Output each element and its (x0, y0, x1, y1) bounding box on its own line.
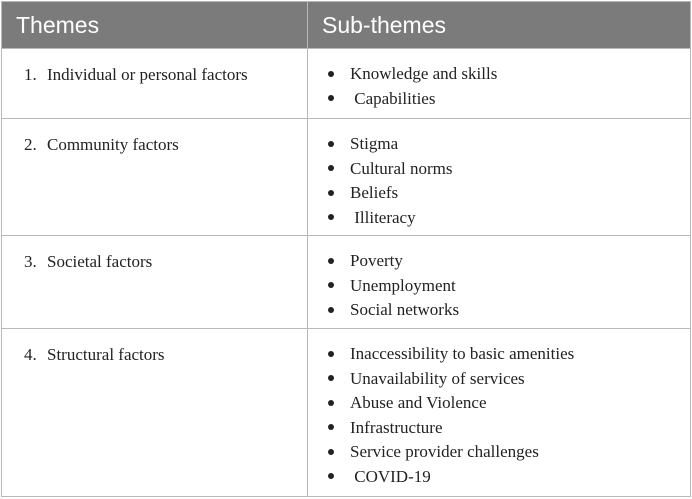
bullet-icon (328, 375, 334, 381)
subtheme-label: Infrastructure (350, 417, 443, 437)
theme-number: 1. (24, 65, 37, 84)
theme-label: Community factors (47, 135, 179, 154)
header-themes: Themes (2, 2, 308, 48)
theme-label: Individual or personal factors (47, 65, 248, 84)
subtheme-list (328, 65, 690, 114)
subtheme-label: Service provider challenges (350, 442, 539, 462)
bullet-icon (328, 214, 334, 220)
bullet-icon (328, 424, 334, 430)
subtheme-label: Knowledge and skills (350, 64, 498, 83)
bullet-icon (328, 473, 334, 479)
bullet-icon (328, 71, 334, 77)
theme-label: Structural factors (47, 345, 165, 364)
list-item (328, 345, 690, 370)
list-item (328, 135, 690, 160)
subtheme-label: Cultural norms (350, 158, 453, 178)
list-item (328, 160, 690, 185)
bullet-icon (328, 282, 334, 288)
bullet-icon (328, 190, 334, 196)
themes-table (1, 1, 691, 497)
bullet-icon (328, 165, 334, 171)
list-item (328, 277, 690, 302)
bullet-icon (328, 449, 334, 455)
list-item (328, 90, 690, 115)
subtheme-label: Beliefs (350, 183, 399, 203)
table-row (2, 118, 690, 235)
subtheme-list (328, 345, 690, 493)
table-row (2, 235, 690, 328)
subthemes-cell (308, 49, 690, 118)
bullet-icon (328, 258, 334, 264)
list-item (328, 301, 690, 326)
list-item (328, 443, 690, 468)
list-item (328, 252, 690, 277)
table-header (2, 2, 690, 48)
list-item (328, 209, 690, 234)
theme-number: 3. (24, 252, 37, 271)
subthemes-cell (308, 119, 690, 235)
subtheme-label: COVID-19 (350, 466, 431, 486)
bullet-icon (328, 351, 334, 357)
bullet-icon (328, 400, 334, 406)
list-item (328, 468, 690, 493)
table-row (2, 328, 690, 496)
subtheme-list (328, 135, 690, 233)
subtheme-label: Unemployment (350, 275, 456, 295)
subtheme-label: Illiteracy (350, 207, 416, 227)
subtheme-label: Unavailability of services (350, 368, 525, 388)
table-row (2, 48, 690, 118)
subtheme-label: Inaccessibility to basic amenities (350, 344, 575, 363)
theme-number: 4. (24, 345, 37, 364)
theme-cell (2, 236, 308, 328)
subtheme-label: Abuse and Violence (350, 393, 487, 413)
subtheme-list (328, 252, 690, 326)
list-item (328, 184, 690, 209)
theme-cell (2, 329, 308, 496)
list-item (328, 394, 690, 419)
theme-cell (2, 49, 308, 118)
theme-label: Societal factors (47, 252, 153, 271)
bullet-icon (328, 95, 334, 101)
list-item (328, 370, 690, 395)
bullet-icon (328, 141, 334, 147)
subtheme-label: Social networks (350, 300, 460, 320)
subtheme-label: Stigma (350, 134, 399, 153)
subthemes-cell (308, 329, 690, 496)
header-subthemes: Sub-themes (322, 11, 447, 38)
list-item (328, 419, 690, 444)
theme-number: 2. (24, 135, 37, 154)
bullet-icon (328, 307, 334, 313)
list-item (328, 65, 690, 90)
theme-cell (2, 119, 308, 235)
subtheme-label: Capabilities (350, 88, 436, 108)
subthemes-cell (308, 236, 690, 328)
subtheme-label: Poverty (350, 251, 403, 270)
